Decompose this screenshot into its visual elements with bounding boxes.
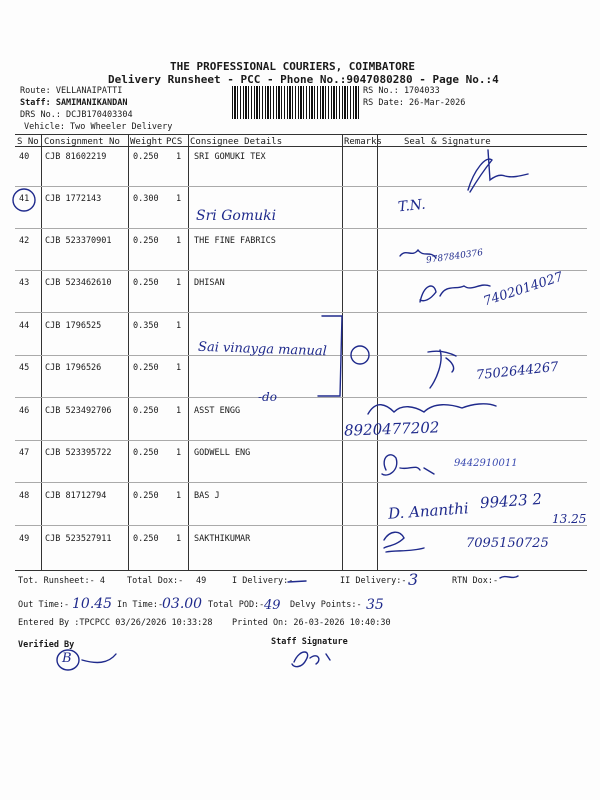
drs-label: DRS No.: DCJB170403304 [20, 110, 133, 120]
row-pcs: 1 [176, 406, 182, 416]
delvy-points-label: Delvy Points:- [290, 600, 362, 610]
row-weight: 0.250 [133, 491, 159, 501]
i-delivery-label: I Delivery:- [232, 576, 294, 586]
staff-label: Staff: SAMIMANIKANDAN [20, 98, 128, 108]
row-pcs: 1 [176, 152, 182, 162]
vehicle-label: Vehicle: Two Wheeler Delivery [24, 122, 173, 132]
dash-mark [500, 576, 518, 578]
handwritten-phone: 9787840376 [425, 248, 484, 266]
row-consignment: CJB 523395722 [45, 448, 112, 458]
row-consignment: CJB 523462610 [45, 278, 112, 288]
row-consignee: DHISAN [194, 278, 225, 288]
route-label: Route: VELLANAIPATTI [20, 86, 123, 96]
row-consignee: THE FINE FABRICS [194, 236, 276, 246]
handwritten-phone: 8920477202 [343, 418, 440, 440]
row-sno: 47 [19, 448, 30, 458]
row-sno: 41 [19, 194, 30, 204]
rtn-dox-label: RTN Dox:- [452, 576, 499, 586]
handwritten-ditto: -do [258, 390, 277, 404]
row-sno: 46 [19, 406, 30, 416]
total-dox-label: Total Dox:- [127, 576, 184, 586]
company-title: THE PROFESSIONAL COURIERS, COIMBATORE [170, 60, 416, 73]
signature-mark [82, 654, 116, 662]
total-runsheet: Tot. Runsheet:- 4 [18, 576, 105, 586]
handwritten-phone: 7502644267 [475, 359, 560, 384]
entered-by: Entered By :TPCPCC 03/26/2026 10:33:28 [18, 618, 213, 628]
signature-mark [368, 404, 496, 414]
staff-signature-label: Staff Signature [271, 637, 348, 647]
row-weight: 0.250 [133, 278, 159, 288]
handwritten-phone: 7095150725 [466, 536, 549, 551]
row-consignment: CJB 1796526 [45, 363, 102, 373]
handwritten-name: D. Ananthi [387, 499, 470, 523]
handwritten-ii-delivery: 3 [408, 570, 419, 589]
signature-mark [428, 350, 456, 388]
row-weight: 0.250 [133, 152, 159, 162]
handwritten-name: Sri Gomuki [196, 208, 277, 224]
col-header-remarks: Remarks [344, 137, 382, 147]
rs-date: RS Date: 26-Mar-2026 [363, 98, 466, 108]
circle-mark [13, 189, 35, 211]
handwritten-delvy-points: 35 [366, 597, 384, 613]
row-sno: 49 [19, 534, 30, 544]
signature-mark [292, 652, 330, 667]
row-consignee: SAKTHIKUMAR [194, 534, 251, 544]
out-time-label: Out Time:- [18, 600, 70, 610]
row-pcs: 1 [176, 534, 182, 544]
signature-mark [382, 455, 434, 475]
col-header-sno: S No [17, 137, 39, 147]
row-sno: 40 [19, 152, 30, 162]
row-consignment: CJB 523492706 [45, 406, 112, 416]
row-consignment: CJB 1796525 [45, 321, 102, 331]
row-pcs: 1 [176, 491, 182, 501]
row-sno: 44 [19, 321, 30, 331]
row-weight: 0.250 [133, 534, 159, 544]
runsheet-subtitle: Delivery Runsheet - PCC - Phone No.:9047080280 - Page No.:4 [108, 73, 499, 86]
row-consignment: CJB 523527911 [45, 534, 112, 544]
handwritten-phone: 9442910011 [454, 458, 518, 469]
row-sno: 42 [19, 236, 30, 246]
col-header-seal: Seal & Signature [404, 137, 491, 147]
handwritten-name: Sai vinayga manual [197, 339, 328, 360]
verified-by-label: Verified By [18, 640, 75, 650]
in-time-label: In Time:- [117, 600, 164, 610]
col-header-weight: Weight [130, 137, 163, 147]
row-consignee: BAS J [194, 491, 220, 501]
signature-mark [468, 150, 528, 192]
dash-mark [288, 581, 306, 582]
handwritten-time: 13.25 [552, 512, 587, 526]
row-sno: 45 [19, 363, 30, 373]
signature-mark [420, 285, 490, 302]
printed-on: Printed On: 26-03-2026 10:40:30 [232, 618, 391, 628]
row-pcs: 1 [176, 278, 182, 288]
row-pcs: 1 [176, 236, 182, 246]
row-weight: 0.250 [133, 363, 159, 373]
row-consignee: GODWELL ENG [194, 448, 251, 458]
col-header-pcs: PCS [166, 137, 183, 147]
col-header-consignee: Consignee Details [190, 137, 283, 147]
row-weight: 0.300 [133, 194, 159, 204]
row-sno: 43 [19, 278, 30, 288]
row-consignee: ASST ENGG [194, 406, 241, 416]
signature-mark [384, 532, 424, 552]
row-weight: 0.250 [133, 448, 159, 458]
handwritten-phone: 99423 2 [479, 489, 543, 513]
row-pcs: 1 [176, 363, 182, 373]
handwritten-total-pod: 49 [264, 598, 281, 613]
row-weight: 0.350 [133, 321, 159, 331]
circle-mark [351, 346, 369, 364]
row-pcs: 1 [176, 321, 182, 331]
row-consignment: CJB 1772143 [45, 194, 102, 204]
row-sno: 48 [19, 491, 30, 501]
rs-number: RS No.: 1704033 [363, 86, 440, 96]
row-pcs: 1 [176, 194, 182, 204]
row-consignment: CJB 81602219 [45, 152, 107, 162]
total-pod-label: Total POD:- [208, 600, 265, 610]
row-weight: 0.250 [133, 236, 159, 246]
row-pcs: 1 [176, 448, 182, 458]
row-consignment: CJB 523370901 [45, 236, 112, 246]
ii-delivery-label: II Delivery:- [340, 576, 407, 586]
total-dox-value: 49 [196, 576, 207, 586]
col-header-consignment: Consignment No [44, 137, 120, 147]
row-consignee: SRI GOMUKI TEX [194, 152, 266, 162]
handwritten-phone: 7402014027 [481, 269, 566, 310]
row-weight: 0.250 [133, 406, 159, 416]
handwritten-out-time: 10.45 [72, 596, 113, 612]
handwritten-verified-initial: B [62, 651, 72, 666]
handwritten-in-time: 03.00 [162, 596, 203, 612]
handwritten-signature: T.N. [397, 196, 427, 216]
row-consignment: CJB 81712794 [45, 491, 107, 501]
